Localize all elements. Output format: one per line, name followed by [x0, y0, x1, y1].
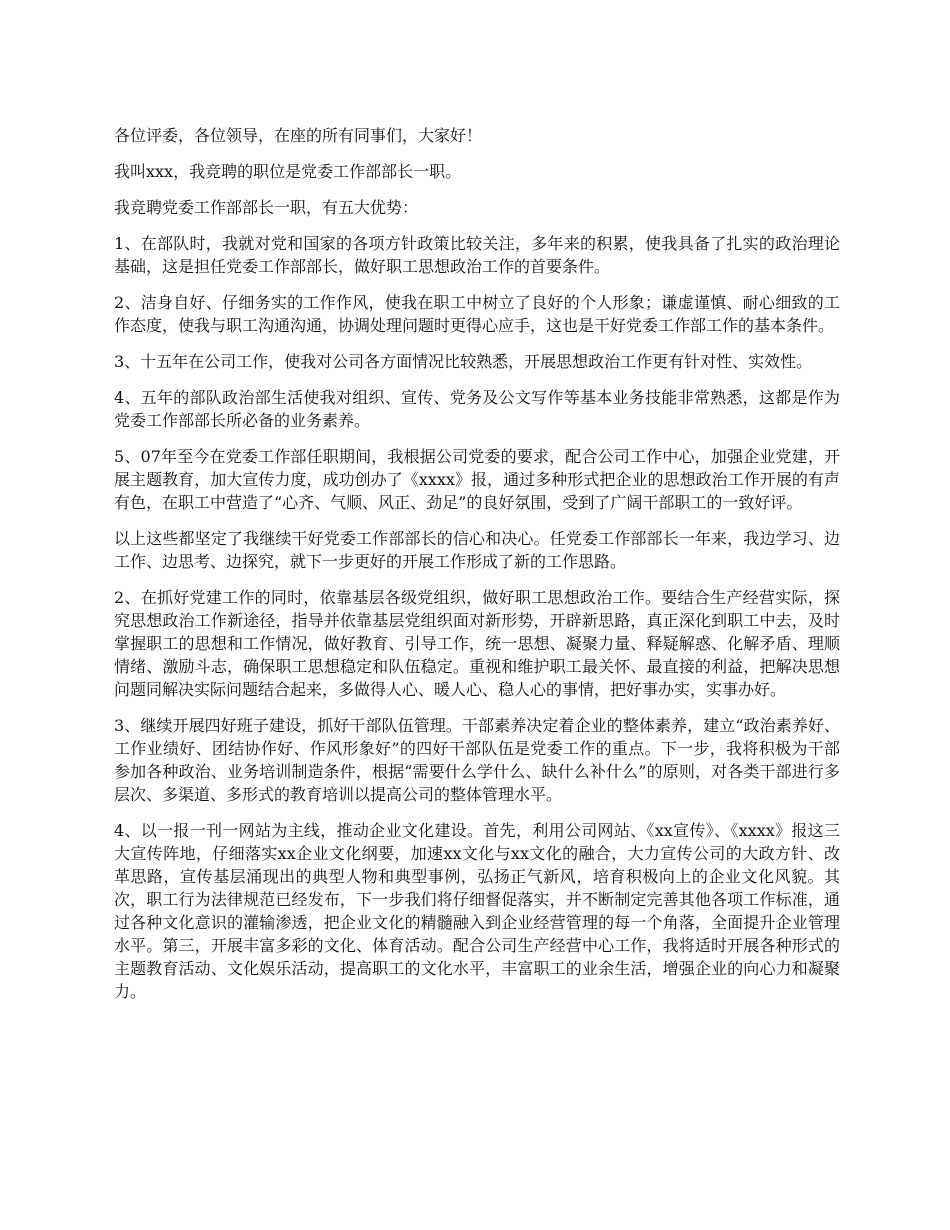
advantage-4-paragraph: 4、五年的部队政治部生活使我对组织、宣传、党务及公文写作等基本业务技能非常熟悉，这都是作为党委工作部部长所必备的业务素养。	[114, 388, 840, 430]
advantages-heading-paragraph: 我竞聘党委工作部部长一职，有五大优势：	[114, 198, 419, 217]
plan-2-paragraph: 2、在抓好党建工作的同时，依靠基层各级党组织，做好职工思想政治工作。要结合生产经营实际，探究思想政治工作新途径，指导并依靠基层党组织面对新形势，开辟新思路，真正深化到职工中去，及时掌握职工的思想和工作情况，做好教育、引导工作，统一思想、凝聚力量、释疑解惑、化解矛盾、理顺情绪、激励斗志，确保职工思想稳定和队伍稳定。重视和维护职工最关怀、最直接的利益，把解决思想问题同解决实际问题结合起来，多做得人心、暖人心、稳人心的事情，把好事办实，实事办好。	[114, 588, 840, 699]
advantage-2-paragraph: 2、洁身自好、仔细务实的工作作风，使我在职工中树立了良好的个人形象；谦虚谨慎、耐心细致的工作态度，使我与职工沟通沟通，协调处理问题时更得心应手，这也是干好党委工作部工作的基本条件。	[114, 293, 840, 335]
document-page	[114, 124, 840, 1016]
advantage-3-paragraph: 3、十五年在公司工作，使我对公司各方面情况比较熟悉，开展思想政治工作更有针对性、实效性。	[114, 352, 813, 371]
advantage-1-paragraph: 1、在部队时，我就对党和国家的各项方针政策比较关注，多年来的积累，使我具备了扎实的政治理论基础，这是担任党委工作部部长，做好职工思想政治工作的首要条件。	[114, 234, 840, 276]
intro-paragraph: 我叫xxx，我竞聘的职位是党委工作部部长一职。	[114, 162, 462, 181]
plan-3-paragraph: 3、继续开展四好班子建设，抓好干部队伍管理。干部素养决定着企业的整体素养，建立“政治素养好、工作业绩好、团结协作好、作风形象好”的四好干部队伍是党委工作的重点。下一步，我将积极为干部参加各种政治、业务培训制造条件，根据“需要什么学什么、缺什么补什么”的原则，对各类干部进行多层次、多渠道、多形式的教育培训以提高公司的整体管理水平。	[114, 716, 840, 804]
plan-4-paragraph: 4、以一报一刊一网站为主线，推动企业文化建设。首先，利用公司网站、《xx宣传》、《xxxx》报这三大宣传阵地，仔细落实xx企业文化纲要，加速xx文化与xx文化的融合，大力宣传公司的大政方针、改革思路，宣传基层涌现出的典型人物和典型事例，弘扬正气新风，培育积极向上的企业文化风貌。其次，职工行为法律规范已经发布，下一步我们将仔细督促落实，并不断制定完善其他各项工作标准，通过各种文化意识的灌输渗透，把企业文化的精髓融入到企业经营管理的每一个角落，全面提升企业管理水平。第三，开展丰富多彩的文化、体育活动。配合公司生产经营中心工作，我将适时开展各种形式的主题教育活动、文化娱乐活动，提高职工的文化水平，丰富职工的业余生活，增强企业的向心力和凝聚力。	[114, 821, 840, 1001]
transition-paragraph: 以上这些都坚定了我继续干好党委工作部部长的信心和决心。任党委工作部部长一年来，我边学习、边工作、边思考、边探究，就下一步更好的开展工作形成了新的工作思路。	[114, 529, 840, 571]
greeting-paragraph: 各位评委，各位领导，在座的所有同事们，大家好！	[114, 126, 483, 145]
advantage-5-paragraph: 5、07年至今在党委工作部任职期间，我根据公司党委的要求，配合公司工作中心，加强企业党建，开展主题教育，加大宣传力度，成功创办了《xxxx》报，通过多种形式把企业的思想政治工作开展的有声有色，在职工中营造了“心齐、气顺、风正、劲足”的良好氛围，受到了广阔干部职工的一致好评。	[114, 447, 840, 512]
